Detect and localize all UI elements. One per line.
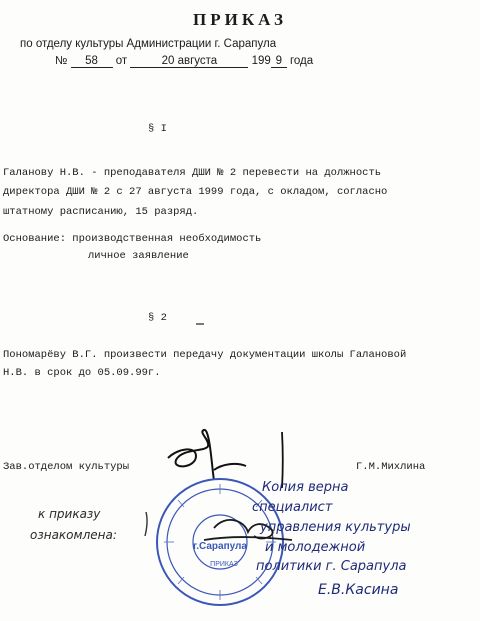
- order-date: 20 августа: [130, 55, 248, 68]
- copy-certification-signatory: Е.В.Касина: [318, 582, 399, 598]
- year-suffix: 9: [271, 55, 287, 68]
- handwritten-note-line-2: ознакомлена:: [30, 528, 117, 542]
- from-label: от: [115, 55, 128, 67]
- director-signature: [168, 430, 246, 480]
- copy-certification-line-1: Копия верна: [262, 480, 349, 495]
- year-word: года: [289, 55, 314, 67]
- section-1-line-3: штатному расписанию, 15 разряд.: [3, 206, 199, 218]
- copy-certification-line-2: специалист: [252, 500, 333, 515]
- copy-certification-line-4: и молодежной: [265, 540, 366, 555]
- number-prefix: №: [55, 55, 68, 67]
- section-2-marker: § 2: [148, 312, 167, 324]
- section-2-line-1: Пономарёву В.Г. произвести передачу документации школы Галановой: [3, 349, 407, 361]
- order-number: 58: [71, 55, 113, 68]
- section-1-marker: § I: [148, 123, 167, 135]
- bracket-mark: [145, 512, 147, 536]
- basis-item: личное заявление: [88, 250, 189, 262]
- year-prefix: 199: [251, 55, 271, 67]
- handwritten-note-line-1: к приказу: [38, 507, 101, 521]
- stamp-city: г.Сарапула: [193, 541, 247, 552]
- section-2-line-2: Н.В. в срок до 05.09.99г.: [3, 367, 161, 379]
- section-1-line-2: директора ДШИ № 2 с 27 августа 1999 года, с окладом, согласно: [3, 186, 388, 198]
- document-title: ПРИКАЗ: [193, 10, 287, 29]
- section-1-line-1: Галанову Н.В. - преподавателя ДШИ № 2 перевести на должность: [3, 167, 382, 179]
- basis-label: Основание: производственная необходимость: [3, 233, 262, 245]
- department-line: по отделу культуры Администрации г. Сарапула: [20, 38, 277, 50]
- stamp-word: ПРИКАЗ: [210, 561, 238, 568]
- signatory-position: Зав.отделом культуры: [3, 461, 130, 473]
- copy-certification-line-5: политики г. Сарапула: [256, 559, 407, 574]
- signatory-name: Г.М.Михлина: [356, 461, 426, 473]
- copy-certification-line-3: управления культуры: [260, 520, 411, 535]
